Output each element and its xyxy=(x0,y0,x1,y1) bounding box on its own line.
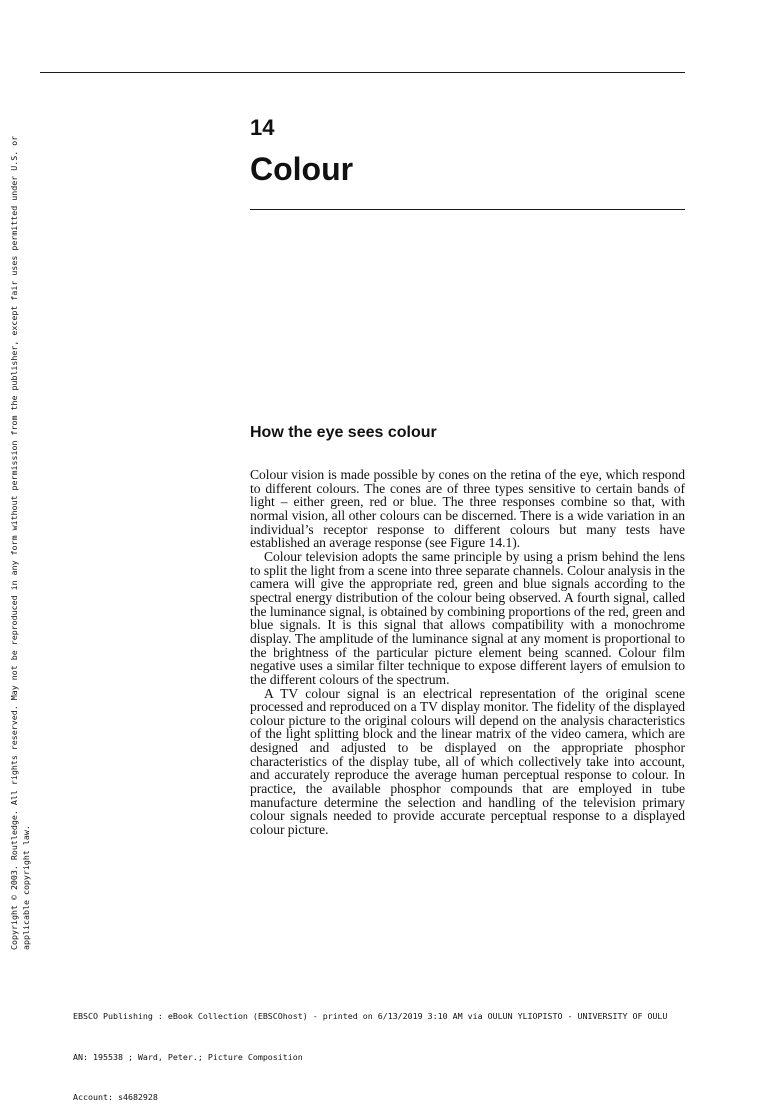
body-text xyxy=(250,468,685,837)
footer-line-source: EBSCO Publishing : eBook Collection (EBSCOhost) - printed on 6/13/2019 3:10 AM via OULUN YLIOPISTO - UNIVERSITY OF OULU xyxy=(73,1011,668,1021)
paragraph: A TV colour signal is an electrical representation of the original scene processed and reproduced on a TV display monitor. The fidelity of the displayed colour picture to the original colours will depend on the analysis characteristics of the light splitting block and the linear matrix of the video camera, which are designed and adjusted to be displayed on the appropriate phosphor characteristics of the display tube, all of which collectively take into account, and accurately reproduce the average human perceptual response to colour. In practice, the available phosphor compounds that are employed in tube manufacture determine the selection and handling of the television primary colour signals needed to provide accurate perceptual response to a displayed colour picture. xyxy=(250,685,685,838)
chapter-number: 14 xyxy=(250,115,275,140)
header-rule xyxy=(40,72,685,73)
section-heading: How the eye sees colour xyxy=(250,424,437,441)
footer-line-account: Account: s4682928 xyxy=(73,1092,158,1102)
print-footer xyxy=(73,983,667,1118)
paragraph: Colour television adopts the same principle by using a prism behind the lens to split the light from a scene into three separate channels. Colour analysis in the camera will give the appropriate red, green and blue signals according to the spectral energy distribution of the colour being observed. A fourth signal, called the luminance signal, is obtained by combining proportions of the red, green and blue signals. It is this signal that allows compatibility with a monochrome display. The amplitude of the luminance signal at any moment is proportional to the brightness of the particular picture element being scanned. Colour film negative uses a similar filter technique to expose different layers of emulsion to the different colours of the spectrum. xyxy=(250,548,685,687)
chapter-title: Colour xyxy=(250,151,354,187)
footer-line-citation: AN: 195538 ; Ward, Peter.; Picture Composition xyxy=(73,1051,303,1062)
chapter-title-rule xyxy=(250,209,685,210)
paragraph: Colour vision is made possible by cones on the retina of the eye, which respond to different colours. The cones are of three types sensitive to certain bands of light – either green, red or blue. The three responses combine so that, with normal vision, all other colours can be discerned. There is a wide variation in an individual’s receptor response to different colours but many tests have established an average response (see Figure 14.1). xyxy=(250,467,685,551)
copyright-notice: Copyright © 2003. Routledge. All rights reserved. May not be reproduced in any form without permission from the publisher, except fair uses permitted under U.S. or applicable copyright law. xyxy=(9,135,31,950)
